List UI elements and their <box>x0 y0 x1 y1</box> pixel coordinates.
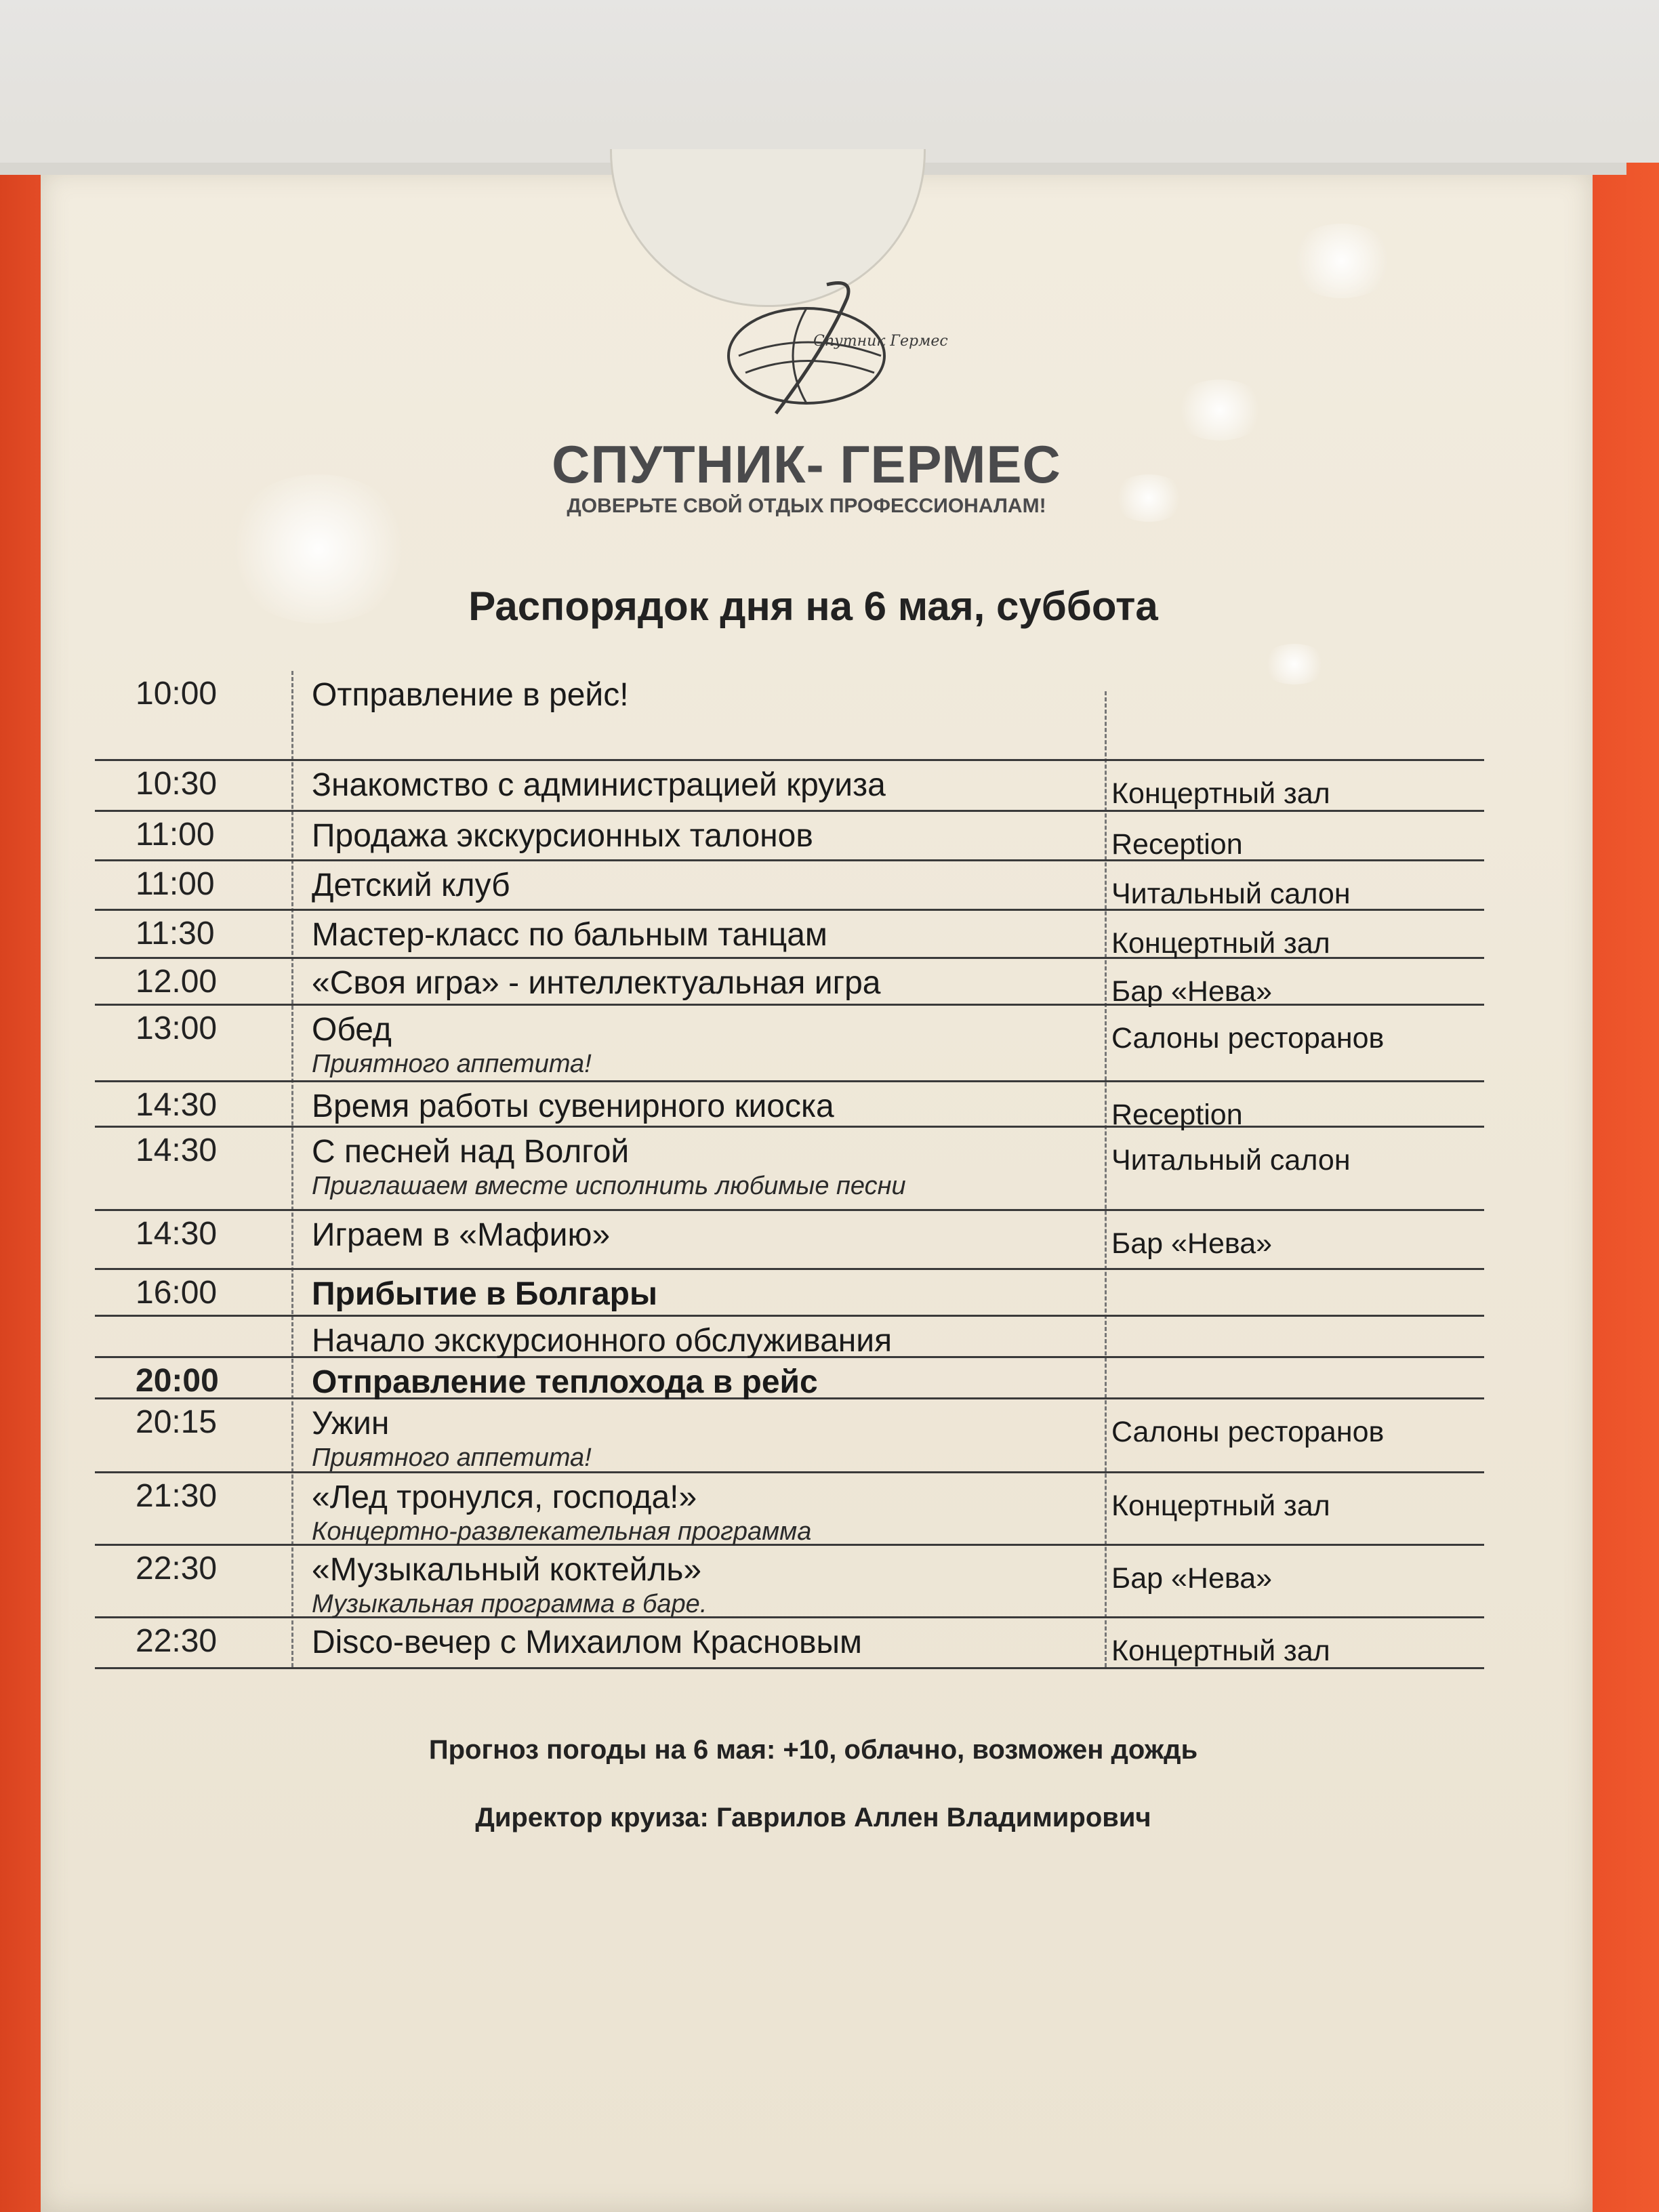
row-activity: «Своя игра» - интеллектуальная игра <box>312 965 881 1001</box>
row-activity: Мастер-класс по бальным танцам <box>312 917 827 953</box>
row-time: 14:30 <box>136 1216 218 1252</box>
row-place: Салоны ресторанов <box>1111 1416 1385 1448</box>
row-time: 12.00 <box>136 964 218 1000</box>
row-activity: Время работы сувенирного киоска <box>312 1088 834 1124</box>
row-activity: Продажа экскурсионных талонов <box>312 818 813 854</box>
row-activity <box>312 1551 1179 1619</box>
schedule-row <box>95 1006 1484 1082</box>
row-activity: Отправление теплохода в рейс <box>312 1364 818 1400</box>
schedule-row <box>95 1082 1484 1131</box>
row-time: 16:00 <box>136 1275 218 1311</box>
row-time: 22:30 <box>136 1623 218 1659</box>
schedule-row <box>95 1211 1484 1270</box>
row-place: Салоны ресторанов <box>1111 1022 1385 1054</box>
activity-note: Приятного аппетита! <box>312 1050 592 1078</box>
activity-note: Приятного аппетита! <box>312 1443 592 1472</box>
row-time: 13:00 <box>136 1010 218 1046</box>
activity-title: Ужин <box>312 1406 390 1441</box>
row-place: Читальный салон <box>1111 878 1351 910</box>
row-place: Бар «Нева» <box>1111 1227 1273 1260</box>
row-time: 20:15 <box>136 1404 218 1440</box>
row-place: Концертный зал <box>1111 777 1330 810</box>
schedule-row <box>95 1317 1484 1358</box>
row-time: 11:00 <box>136 866 215 902</box>
row-activity: Отправление в рейс! <box>312 677 629 713</box>
row-place: Бар «Нева» <box>1111 1562 1273 1595</box>
company-logo <box>712 271 948 427</box>
activity-note: Музыкальная программа в баре. <box>312 1590 708 1618</box>
schedule-row <box>95 1128 1484 1211</box>
activity-title: Обед <box>312 1012 392 1048</box>
schedule-row <box>95 1399 1484 1473</box>
row-time: 11:00 <box>136 817 215 853</box>
brand-name: СПУТНИК- ГЕРМЕС <box>552 434 1061 494</box>
schedule-row <box>95 1546 1484 1618</box>
schedule-row <box>95 1473 1484 1546</box>
row-activity <box>312 1133 1179 1201</box>
row-activity <box>312 1011 1179 1079</box>
row-place: Reception <box>1111 1099 1243 1131</box>
activity-title: «Музыкальный коктейль» <box>312 1552 702 1588</box>
schedule-row <box>95 671 1484 761</box>
cruise-director: Директор круиза: Гаврилов Аллен Владимирович <box>475 1803 1151 1832</box>
light-glare <box>1288 224 1396 298</box>
activity-title: «Лед тронулся, господа!» <box>312 1479 697 1515</box>
row-time: 21:30 <box>136 1478 218 1514</box>
row-activity: Начало экскурсионного обслуживания <box>312 1323 893 1359</box>
row-time: 14:30 <box>136 1132 218 1168</box>
schedule-row <box>95 861 1484 911</box>
row-time: 14:30 <box>136 1087 218 1123</box>
row-time: 22:30 <box>136 1551 218 1586</box>
row-place: Бар «Нева» <box>1111 975 1273 1008</box>
schedule-row <box>95 1618 1484 1669</box>
row-activity: Disco-вечер с Михаилом Красновым <box>312 1624 863 1660</box>
activity-note: Приглашаем вместе исполнить любимые песни <box>312 1172 906 1200</box>
schedule-row <box>95 761 1484 812</box>
row-place: Читальный салон <box>1111 1144 1351 1176</box>
row-place: Концертный зал <box>1111 927 1330 960</box>
schedule-row <box>95 959 1484 1006</box>
row-place: Reception <box>1111 828 1243 861</box>
row-time: 10:30 <box>136 766 218 802</box>
row-activity: Детский клуб <box>312 867 510 903</box>
row-time: 10:00 <box>136 676 218 712</box>
schedule-row <box>95 1270 1484 1317</box>
row-time: 20:00 <box>136 1363 219 1399</box>
row-place: Концертный зал <box>1111 1635 1330 1667</box>
row-activity <box>312 1405 1179 1473</box>
activity-title: С песней над Волгой <box>312 1134 630 1170</box>
row-activity <box>312 1479 1179 1547</box>
row-activity: Знакомство с администрацией круиза <box>312 767 886 803</box>
light-glare <box>1172 380 1267 441</box>
weather-forecast: Прогноз погоды на 6 мая: +10, облачно, возможен дождь <box>428 1735 1198 1765</box>
row-place: Концертный зал <box>1111 1490 1330 1522</box>
row-activity: Играем в «Мафию» <box>312 1217 611 1253</box>
brand-tagline: ДОВЕРЬТЕ СВОЙ ОТДЫХ ПРОФЕССИОНАЛАМ! <box>567 495 1046 517</box>
page-title: Распорядок дня на 6 мая, суббота <box>468 583 1158 629</box>
schedule-row <box>95 911 1484 959</box>
schedule-row <box>95 812 1484 861</box>
activity-note: Концертно-развлекательная программа <box>312 1517 812 1546</box>
row-time: 11:30 <box>136 916 215 951</box>
row-activity: Прибытие в Болгары <box>312 1276 657 1312</box>
logo-text: Спутник Гермес <box>813 333 948 350</box>
schedule-row <box>95 1358 1484 1399</box>
